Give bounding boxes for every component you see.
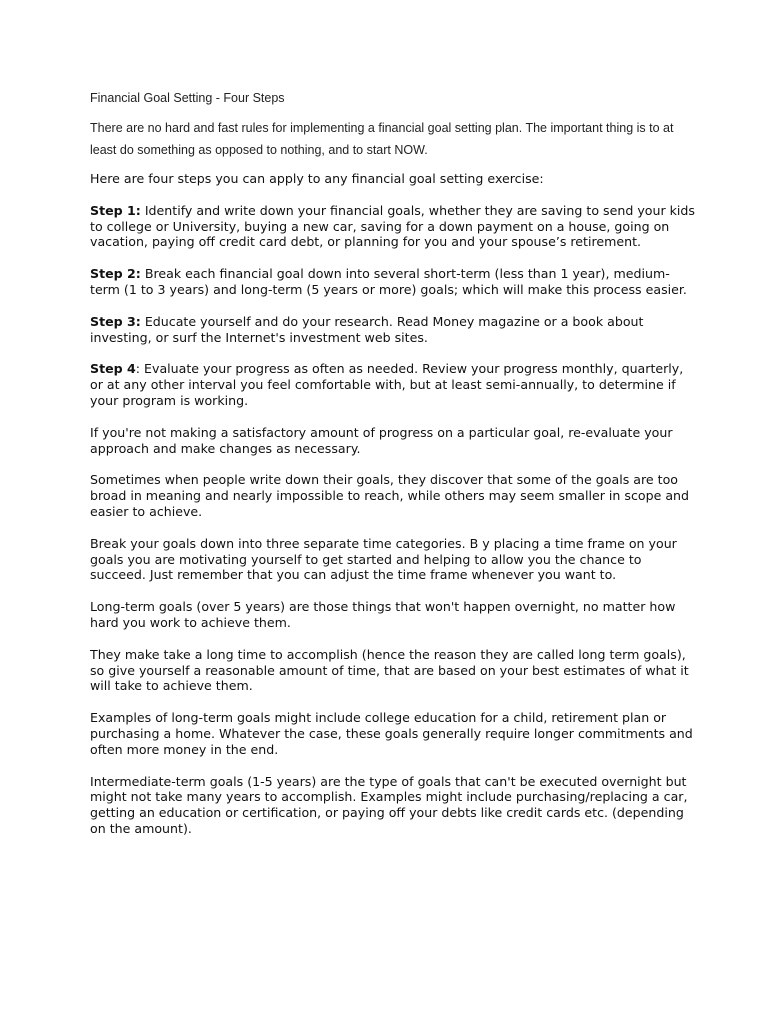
step-3-label: Step 3: — [90, 313, 141, 329]
step-1-label: Step 1: — [90, 202, 141, 218]
step-2-text: Break each financial goal down into several short-term (less than 1 year), medium-term (1 to 3 years) and long-term (5 years or more) goals; which will make this process easier. — [90, 266, 687, 297]
body-paragraph: Sometimes when people write down their goals, they discover that some of the goals are too broad in meaning and nearly impossible to reach, while others may seem smaller in scope and easier to achieve. — [90, 472, 690, 519]
body-paragraph: Break your goals down into three separate time categories. B y placing a time frame on your goals you are motivating yourself to get started and helping to allow you the chance to succeed. Just remember that you can adjust the time frame whenever you want to. — [90, 535, 677, 583]
body-paragraph: They make take a long time to accomplish (hence the reason they are called long term goals), so give yourself a reasonable amount of time, that are based on your best estimates of what it will take to achieve them. — [90, 646, 689, 694]
step-1-paragraph — [90, 203, 696, 250]
body-paragraph: Intermediate-term goals (1-5 years) are the type of goals that can't be executed overnight but might not take many years to accomplish. Examples might include purchasing/replacing a car, getting an education or certification, or paying off your debts like credit cards etc. (depending on the amount). — [90, 773, 688, 836]
step-3-paragraph — [90, 314, 696, 346]
step-3-text: Educate yourself and do your research. Read Money magazine or a book about investing, or surf the Internet's investment web sites. — [90, 313, 644, 345]
lead-paragraph: Here are four steps you can apply to any financial goal setting exercise: — [90, 171, 544, 186]
body-paragraph: Examples of long-term goals might include college education for a child, retirement plan or purchasing a home. Whatever the case, these goals generally require longer commitments and often more money in the end. — [90, 710, 693, 757]
step-2-paragraph — [90, 266, 696, 298]
step-4-label: Step 4 — [90, 361, 136, 377]
intro-paragraph: There are no hard and fast rules for implementing a financial goal setting plan. The important thing is to at least do something as opposed to nothing, and to start NOW. — [90, 121, 674, 157]
body-paragraph: Long-term goals (over 5 years) are those things that won't happen overnight, no matter how hard you work to achieve them. — [90, 599, 676, 630]
step-4-text: : Evaluate your progress as often as needed. Review your progress monthly, quarterly, or at any other interval you feel comfortable with, but at least semi-annually, to determine if your program is working. — [90, 361, 684, 408]
step-1-text: Identify and write down your financial goals, whether they are saving to send your kids to college or University, buying a new car, saving for a down payment on a house, going on vacation, paying off credit card debt, or planning for you and your spouse’s retirement. — [90, 202, 695, 250]
step-4-paragraph — [90, 361, 696, 408]
document-title: Financial Goal Setting - Four Steps — [90, 91, 285, 105]
body-paragraph: If you're not making a satisfactory amount of progress on a particular goal, re-evaluate your approach and make changes as necessary. — [90, 424, 673, 456]
step-2-label: Step 2: — [90, 266, 141, 282]
